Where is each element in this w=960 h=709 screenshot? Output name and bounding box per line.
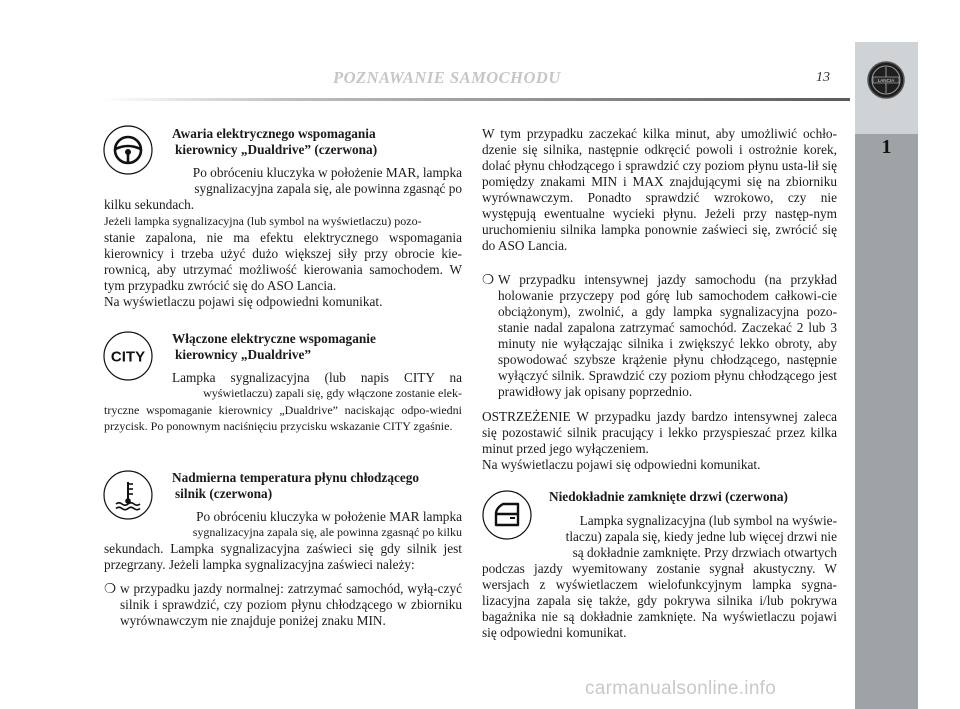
bullet-glyph: ❍ — [104, 581, 116, 596]
lancia-logo-icon — [866, 60, 906, 100]
city-icon — [103, 331, 153, 381]
paragraph: stanie zapalona, nie ma efektu elektrycznego wspomagania kierownicy i trzeba użyć dużo większej siły przy obrocie kie-rownicą, aby utrzymać możliwość kierowania samochodem. W tym przypadku zwrócić się do ASO Lancia. — [104, 230, 462, 293]
header-rule — [100, 98, 850, 101]
bullet-item — [104, 581, 462, 629]
section-heading-doors: Niedokładnie zamknięte drzwi (czerwona) — [549, 489, 788, 504]
page-header-title: POZNAWANIE SAMOCHODU — [333, 68, 561, 87]
paragraph: W tym przypadku zaczekać kilka minut, aby umożliwić ochło-dzenie się silnika, następnie odkręcić powoli i ostrożnie korek, dolać płynu chłodzącego i sprawdzić czy poziom płynu usta-lił się pomiędzy znakami MIN i MAX znajdującymi się na zbiorniku wyrównawczym. Ponadto sprawdzić wzrokowo, czy nie występują ewentualne wycieki płynu. Jeżeli przy następ-nym uruchomieniu silnika lampka ponownie zaświeci się, zwrócić się do ASO Lancia. — [482, 126, 837, 253]
section-heading-power-steering-fault-1: Awaria elektrycznego wspomagania — [172, 126, 376, 141]
chapter-number: 1 — [881, 136, 892, 158]
paragraph-line: sygnalizacyjna zapala się, ale powinna zgasnąć po — [194, 181, 462, 196]
bullet-glyph: ❍ — [482, 272, 494, 287]
paragraph-line: Po obróceniu kluczyka w położenie MAR lampka — [196, 509, 462, 524]
paragraph: Na wyświetlaczu pojawi się odpowiedni komunikat. — [482, 457, 761, 472]
section-heading-coolant-2: silnik (czerwona) — [175, 486, 273, 501]
paragraph-line: kilku sekundach. — [104, 197, 195, 212]
door-open-icon — [482, 490, 532, 540]
paragraph: tryczne wspomaganie kierownicy „Dualdrive” naciskając odpo-wiedni przycisk. Po ponownym naciśnięciu przycisku wskazanie CITY zgaśnie. — [104, 403, 462, 433]
bullet-text: w przypadku jazdy normalnej: zatrzymać samochód, wyłą-czyć silnik i sprawdzić, czy poziom płynu chłodzącego w zbiorniku wyrównawczym nie znajduje poniżej znaku MIN. — [120, 581, 462, 628]
paragraph-line: sygnalizacyjna zapala się, ale powinna zgasnąć po kilku — [192, 525, 462, 539]
watermark: carmanualsonline.info — [585, 678, 777, 699]
paragraph-line: Jeżeli lampka sygnalizacyjna (lub symbol na wyświetlaczu) pozo- — [104, 214, 422, 228]
paragraph: podczas jazdy wyemitowany zostanie sygnał akustyczny. W wersjach z wyświetlaczem wielofunkcyjnym lampka sygna-lizacyjna zapala się także, gdy pokrywa silnika i/lub pokrywa bagażnika nie są dokładnie zamknięte. Na wyświetlaczu pojawi się odpowiedni komunikat. — [482, 561, 837, 640]
warning-paragraph: OSTRZEŻENIE W przypadku jazdy bardzo intensywnej zaleca się pozostawić silnik pracujący i lekko przyspieszać przez kilka minut przed jego wyłączeniem. — [482, 409, 837, 456]
paragraph-line: Po obróceniu kluczyka w położenie MAR, lampka — [192, 165, 462, 180]
paragraph-line: są dokładnie zamknięte. Przy drzwiach otwartych — [572, 545, 837, 560]
steering-wheel-icon — [103, 125, 153, 175]
paragraph-line: wyświetlaczu) zapali się, gdy włączone zostanie elek- — [203, 386, 462, 400]
paragraph-line: Lampka sygnalizacyjna (lub symbol na wyświe- — [579, 513, 837, 528]
city-icon-text: CITY — [110, 348, 146, 366]
paragraph: Na wyświetlaczu pojawi się odpowiedni komunikat. — [104, 294, 383, 309]
bullet-text: W przypadku intensywnej jazdy samochodu (na przykład holowanie przyczepy pod górę lub samochodem całkowi-cie obciążonym), zwolnić, a gdy lampka sygnalizacyjna pozo-stanie nadal zapalona zatrzymać samochód. Zaczekać 2 lub 3 minuty nie wyłączając silnika i zwiększyć lekko obroty, aby spowodować szybsze krążenie płynu chłodzącego, następnie wyłączyć silnik. Sprawdzić czy poziom płynu chłodzącego jest prawidłowy jak opisany poprzednio. — [498, 272, 837, 399]
paragraph-line: Lampka sygnalizacyjna (lub napis CITY na — [172, 370, 462, 385]
paragraph-line: tlaczu) zapala się, kiedy jedne lub więcej drzwi nie — [565, 529, 837, 544]
section-heading-coolant-1: Nadmierna temperatura płynu chłodzącego — [172, 470, 420, 485]
coolant-temperature-icon — [103, 470, 153, 520]
paragraph: sekundach. Lampka sygnalizacyjna zaświeci się gdy silnik jest przegrzany. Jeżeli lampka sygnalizacyjna zaświeci należy: — [104, 541, 462, 572]
section-heading-dualdrive-on-1: Włączone elektryczne wspomaganie — [172, 331, 376, 346]
section-heading-power-steering-fault-2: kierownicy „Dualdrive” (czerwona) — [175, 142, 378, 157]
bullet-item — [482, 272, 837, 400]
section-heading-dualdrive-on-2: kierownicy „Dualdrive” — [175, 347, 312, 362]
logo-text: LANCIA — [877, 77, 895, 83]
page-number: 13 — [816, 70, 830, 85]
